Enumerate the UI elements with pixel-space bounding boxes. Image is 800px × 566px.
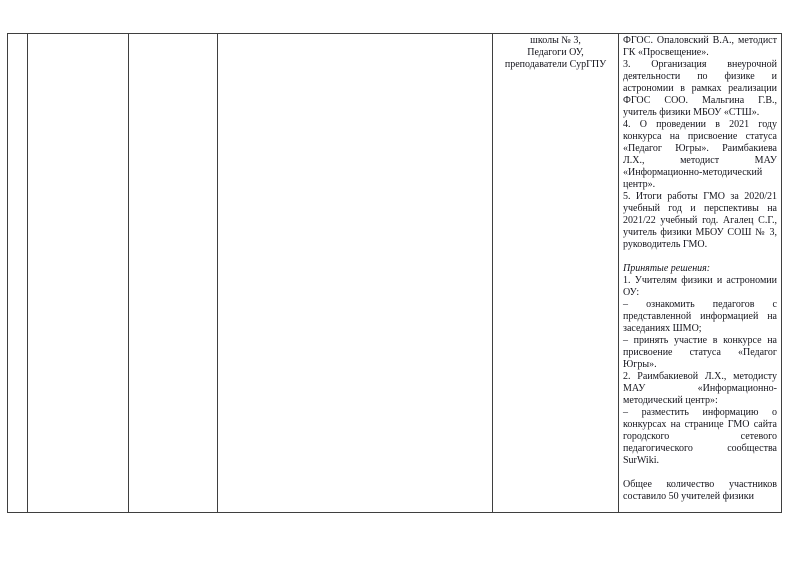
cell-participants [493, 34, 619, 513]
paragraph: 4. О проведении в 2021 году конкурса на присвоение статуса «Педагог Югры». Раимбакиева Л.Х., методист МАУ «Информационно-методический центр». [623, 119, 777, 190]
paragraph: 5. Итоги работы ГМО за 2020/21 учебный год и перспективы на 2021/22 учебный год. Агалец С.Г., учитель физики МБОУ СОШ № 3, руководитель ГМО. [623, 191, 777, 250]
paragraph [623, 467, 777, 479]
cell-topic [218, 34, 493, 513]
paragraph: 1. Учителям физики и астрономии ОУ: [623, 275, 777, 298]
cell-place [129, 34, 218, 513]
paragraph: 2. Раимбакиевой Л.Х., методисту МАУ «Информационно-методический центр»: [623, 371, 777, 406]
cell-date [28, 34, 129, 513]
paragraph [623, 251, 777, 263]
text-line: преподаватели СурГПУ [504, 59, 607, 70]
meeting-content-paragraphs [619, 34, 781, 512]
paragraph: 3. Организация внеурочной деятельности по физике и астрономии в рамках реализации ФГОС СОО. Мальгина Г.В., учитель физики МБОУ «СТШ». [623, 59, 777, 118]
paragraph: Принятые решения: [623, 263, 711, 274]
paragraph: – принять участие в конкурсе на присвоение статуса «Педагог Югры». [623, 335, 777, 370]
cell-meeting-content [619, 34, 782, 513]
table-row [8, 34, 782, 513]
text-line: Педагоги ОУ, [527, 47, 584, 58]
cell-number [8, 34, 28, 513]
paragraph: Общее количество участников составило 50 учителей физики [623, 479, 777, 502]
paragraph: – разместить информацию о конкурсах на странице ГМО сайта городского сетевого педагогического сообщества SurWiki. [623, 407, 777, 466]
meeting-table [7, 33, 782, 513]
participants-lines [493, 34, 618, 512]
paragraph: – ознакомить педагогов с представленной информацией на заседаниях ШМО; [623, 299, 777, 334]
paragraph: ФГОС. Опаловский В.А., методист ГК «Просвещение». [623, 35, 777, 58]
text-line: школы № 3, [530, 35, 581, 46]
